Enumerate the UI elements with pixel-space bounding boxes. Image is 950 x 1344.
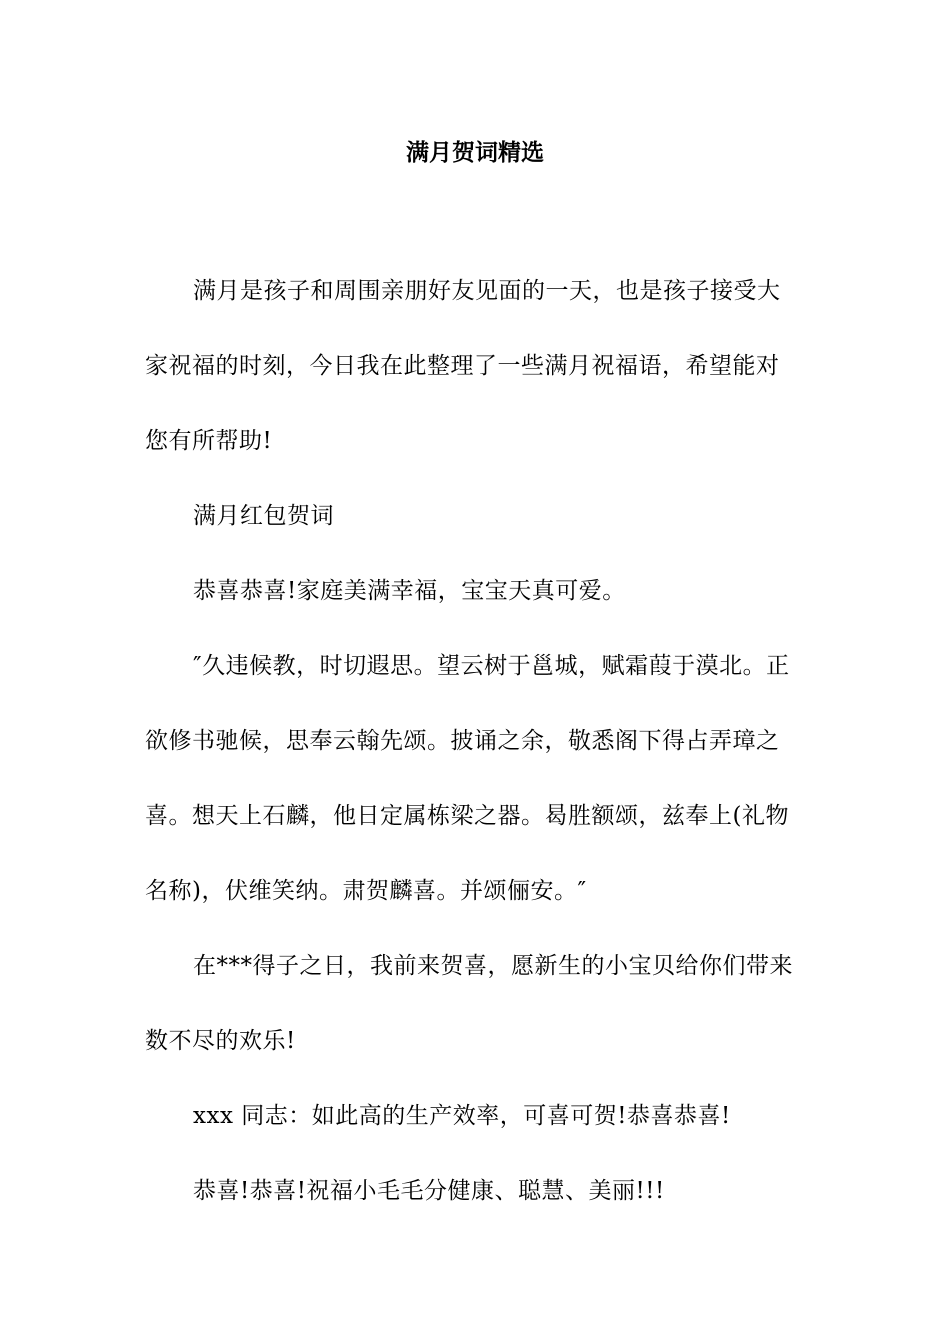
paragraph-line: 欲修书驰候，思奉云翰先颂。披诵之余，敬悉阁下得占弄璋之 xyxy=(145,728,780,754)
paragraph-line: 家祝福的时刻，今日我在此整理了一些满月祝福语，希望能对 xyxy=(145,353,780,379)
paragraph-greeting-3 xyxy=(145,929,809,1079)
paragraph-greeting-4 xyxy=(145,1079,809,1154)
paragraph-intro xyxy=(145,254,809,479)
paragraph-line: xxx 同志：如此高的生产效率，可喜可贺!恭喜恭喜! xyxy=(193,1103,731,1129)
paragraph-line: 您有所帮助! xyxy=(145,428,273,454)
paragraph-line: 在***得子之日，我前来贺喜，愿新生的小宝贝给你们带来 xyxy=(193,953,793,979)
paragraph-line: 恭喜!恭喜!祝福小毛毛分健康、聪慧、美丽!!! xyxy=(193,1178,665,1204)
paragraph-greeting-2 xyxy=(145,629,809,929)
document-title: 满月贺词精选 xyxy=(406,139,544,166)
document-body xyxy=(145,254,809,1229)
paragraph-greeting-1 xyxy=(145,554,809,629)
paragraph-line: 满月是孩子和周围亲朋好友见面的一天，也是孩子接受大 xyxy=(193,278,781,304)
paragraph-line: 喜。想天上石麟，他日定属栋梁之器。曷胜额颂，兹奉上(礼物 xyxy=(145,803,789,829)
section-heading xyxy=(145,479,809,554)
paragraph-line: 数不尽的欢乐! xyxy=(145,1028,296,1054)
paragraph-greeting-5 xyxy=(145,1154,809,1229)
section-heading-text: 满月红包贺词 xyxy=(193,503,334,529)
paragraph-line: 恭喜恭喜!家庭美满幸福，宝宝天真可爱。 xyxy=(193,578,626,604)
paragraph-line: 名称)，伏维笑纳。肃贺麟喜。并颂俪安。″ xyxy=(145,878,587,904)
paragraph-line: ″久违候教，时切遐思。望云树于邕城，赋霜葭于漠北。正 xyxy=(193,653,790,679)
